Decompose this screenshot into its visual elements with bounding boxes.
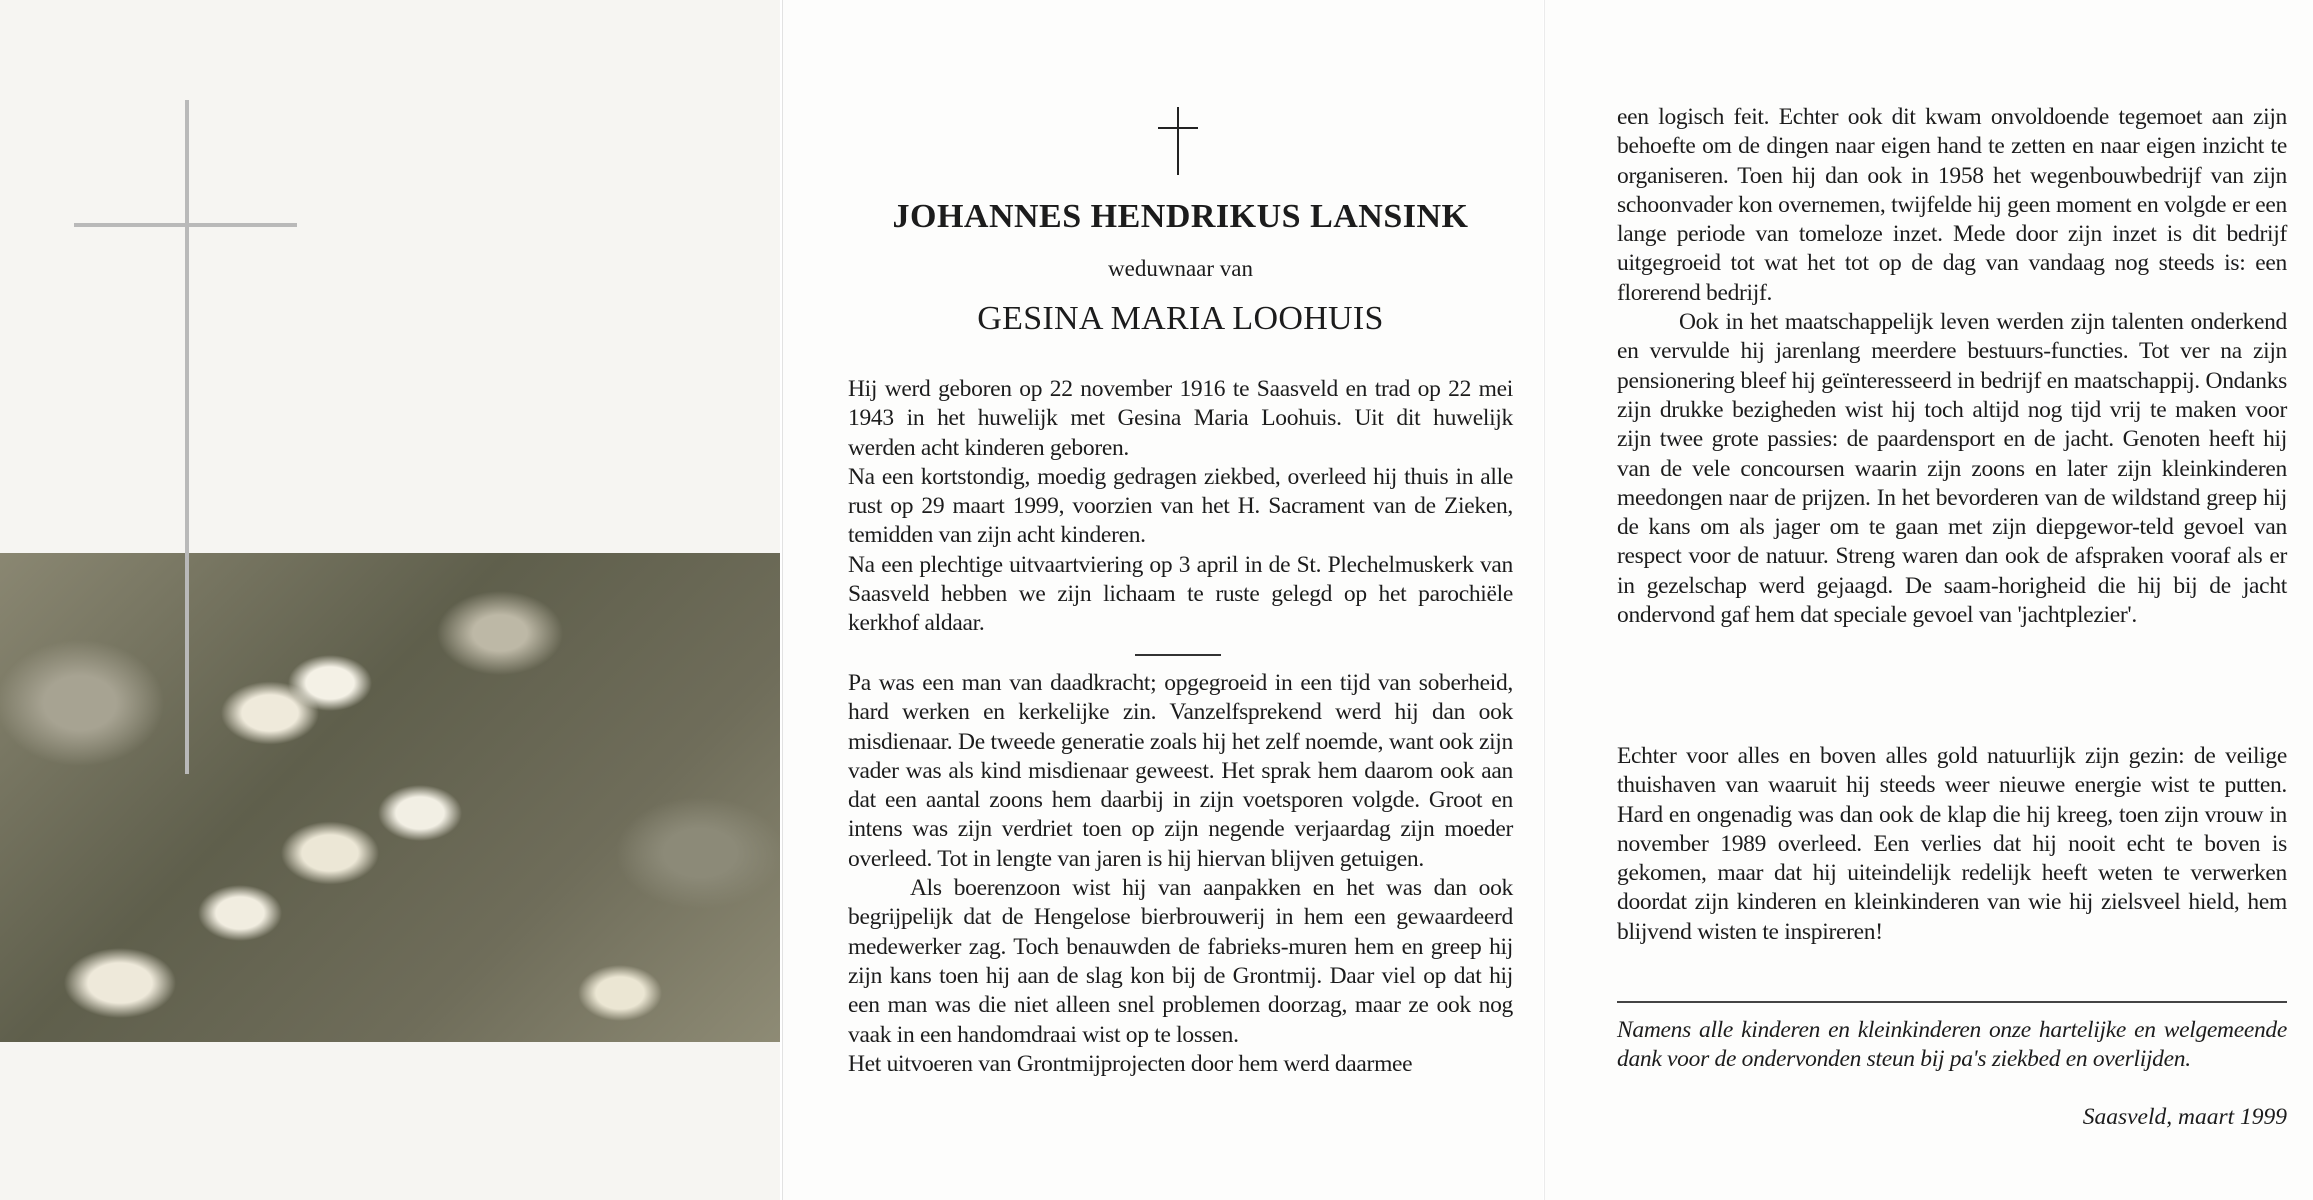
paragraph: Echter voor alles en boven alles gold natuurlijk zijn gezin: de veilige thuishaven van waaruit hij steeds weer nieuwe energie wist te putten. Hard en ongenadig was dan ook de klap die hij kreeg, toen zijn vrouw in november 1989 overleed. Een verlies dat hij nooit echt te boven is gekomen, maar dat hij uiteindelijk redelijk heeft weten te verwerken doordat zijn kinderen en kleinkinderen van wie hij zielsveel hield, hem blijvend wisten te inspireren! <box>1617 743 2287 945</box>
divider <box>1135 654 1221 656</box>
paragraph: Ook in het maatschappelijk leven werden zijn talenten onderkend en vervulde hij jarenlang meerdere bestuurs-functies. Tot ver na zijn pensionering bleef hij geïnteresseerd in bedrijf en maatschappij. Ondanks zijn drukke bezigheden wist hij toch altijd nog tijd vrij te maken voor zijn twee grote passies: de paardensport en de jacht. Genoten heeft hij van de vele concoursen waarin zijn zoons en later zijn kleinkinderen meedongen naar de prijzen. In het bevorderen van de wildstand greep hij de kans om als jager om te gaan met zijn diepgewor-teld gevoel van respect voor de natuur. Streng waren dan ook de afspraken vooraf als er in gezelschap werd gejaagd. De saam-horigheid die hij bij de jacht ondervond gaf hem dat speciale gevoel van 'jachtplezier'. <box>1617 309 2287 629</box>
paragraph: Na een plechtige uitvaartviering op 3 april in de St. Plechelmuskerk van Saasveld hebben we zijn lichaam te ruste gelegd op het parochiële kerkhof aldaar. <box>848 551 1513 637</box>
cross-icon <box>1158 107 1198 175</box>
place-date: Saasveld, maart 1999 <box>2082 1104 2287 1130</box>
front-panel <box>0 0 780 1200</box>
paragraph: Namens alle kinderen en kleinkinderen onze hartelijke en welgemeende dank voor de ondervonden steun bij pa's ziekbed en overlijden. <box>1617 1017 2287 1073</box>
divider <box>1617 1001 2287 1003</box>
cross-icon <box>185 100 189 774</box>
paragraph: Als boerenzoon wist hij van aanpakken en het was dan ook begrijpelijk dat de Hengelose bierbrouwerij in hem een gewaardeerd medewerker zag. Toch benauwden de fabrieks-muren hem en greep hij zijn kans toen hij aan de slag kon bij de Grontmij. Daar viel op dat hij een man was die niet alleen snel problemen doorzag, maar ze ook nog vaak in een handomdraai wist op te lossen. <box>848 875 1513 1048</box>
spouse-name: GESINA MARIA LOOHUIS <box>977 300 1384 337</box>
story-text <box>848 669 1513 1079</box>
cross-icon-bar <box>74 223 297 227</box>
relation-text: weduwnaar van <box>1108 256 1253 281</box>
thanks-text <box>1617 1016 2287 1075</box>
continued-text <box>1617 103 2287 630</box>
paragraph: een logisch feit. Echter ook dit kwam onvoldoende tegemoet aan zijn behoefte om de dingen naar eigen hand te zetten en naar eigen inzicht te organiseren. Toen hij dan ook in 1958 het wegenbouwbedrijf van zijn schoonvader kon overnemen, twijfelde hij geen moment en volgde er een lange periode van tomeloze inzet. Mede door zijn inzet is dit bedrijf uitgegroeid tot wat het tot op de dag van vandaag nog steeds is: een florerend bedrijf. <box>1617 104 2287 306</box>
deceased-name: JOHANNES HENDRIKUS LANSINK <box>892 198 1469 235</box>
flowers-photo <box>0 553 780 1042</box>
paragraph: Het uitvoeren van Grontmijprojecten door hem werd daarmee <box>848 1050 1413 1077</box>
family-text <box>1617 742 2287 947</box>
paragraph: Na een kortstondig, moedig gedragen ziekbed, overleed hij thuis in alle rust op 29 maart 1999, voorzien van het H. Sacrament van de Zieken, temidden van zijn acht kinderen. <box>848 463 1513 549</box>
paragraph: Pa was een man van daadkracht; opgegroeid in een tijd van soberheid, hard werken en kerkelijke zin. Vanzelfsprekend werd hij dan ook misdienaar. De tweede generatie zoals hij het zelf noemde, want ook zijn vader was als kind misdienaar geweest. Het sprak hem daarom ook aan dat een aantal zoons hem daarbij in zijn voetsporen volgde. Groot en intens was zijn verdriet toen op zijn negende verjaardag zijn moeder overleed. Tot in lengte van jaren is hij hiervan blijven getuigen. <box>848 670 1513 872</box>
paragraph: Hij werd geboren op 22 november 1916 te Saasveld en trad op 22 mei 1943 in het huwelijk met Gesina Maria Loohuis. Uit dit huwelijk werden acht kinderen geboren. <box>848 376 1513 461</box>
intro-text <box>848 375 1513 639</box>
